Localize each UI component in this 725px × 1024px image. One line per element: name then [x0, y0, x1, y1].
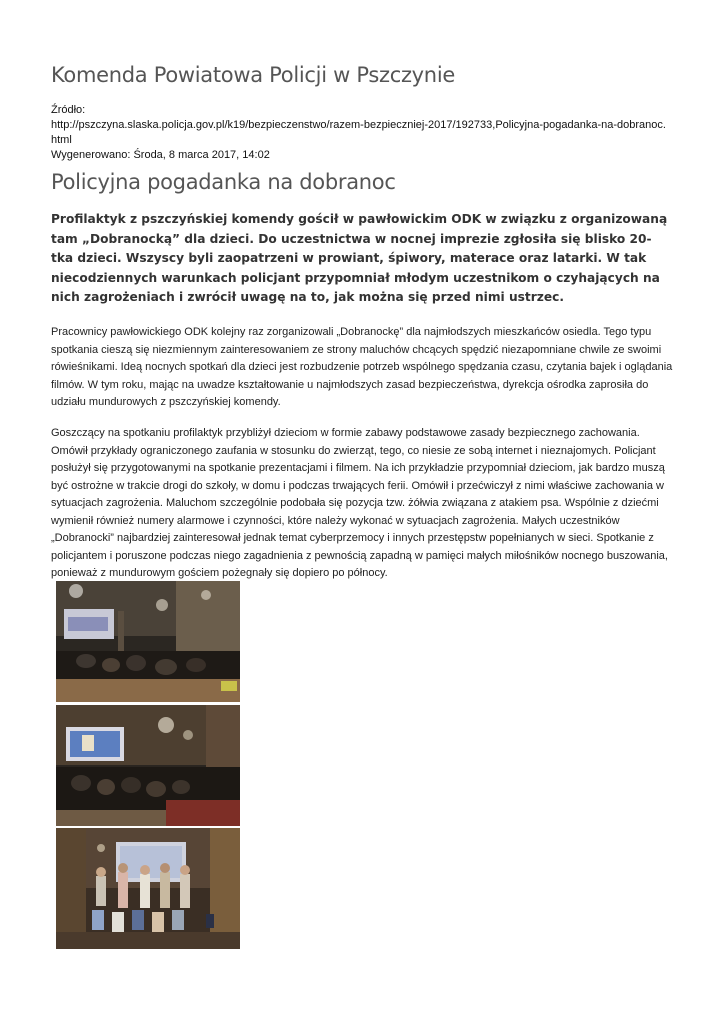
site-title: Komenda Powiatowa Policji w Pszczynie: [51, 63, 455, 87]
event-photo-1: [56, 581, 240, 702]
generated-date: Wygenerowano: Środa, 8 marca 2017, 14:02: [51, 149, 270, 161]
document-meta: [51, 103, 676, 163]
article-paragraph-2: Goszczący na spotkaniu profilaktyk przybliżył dzieciom w formie zabawy podstawowe zasady bezpiecznego zachowania. Omówił przykłady ograniczonego zaufania w stosunku do zwierząt, tego, co niesie ze sobą internet i nieznajomych. Policjant posłużył się przygotowanymi na spotkanie prezentacjami i filmem. Na ich przykładzie przypomniał dzieciom, jak bardzo muszą być ostrożne w trakcie drogi do szkoły, w domu i podczas trwających ferii. Omówił i przećwiczył z nimi właściwe zachowania w sytuacjach zagrożenia. Maluchom szczególnie podobała się pozycja tzw. żółwia związana z atakiem psa. Wspólnie z dziećmi wymienił również numery alarmowe i czynności, które należy wykonać w sytuacjach zagrożenia. Małych uczestników „Dobranocki” najbardziej zainteresował jednak temat cyberprzemocy i innych przestępstw popełnianych w sieci. Spotkanie z policjantem i poruszone podczas niego zagadnienia z pewnością zapadną w pamięci małych miłośników nocnego buszowania, ponieważ z mundurowym gościem pożegnały się dopiero po północy.: [51, 427, 668, 579]
article-paragraph-1: Pracownicy pawłowickiego ODK kolejny raz zorganizowali „Dobranockę” dla najmłodszych mieszkańców osiedla. Tego typu spotkania cieszą się niezmiennym zainteresowaniem ze strony maluchów chcących spędzić niezapomniane chwile ze swoimi rówieśnikami. Ideą nocnych spotkań dla dzieci jest rozbudzenie potrzeb wspólnego spędzania czasu, czytania bajek i oglądania filmów. W tym roku, mając na uwadze kształtowanie u najmłodszych zasad bezpieczeństwa, dyrekcja ośrodka zaprosiła do udziału mundurowych z pszczyńskiej komendy.: [51, 326, 673, 408]
article-lead: Profilaktyk z pszczyńskiej komendy gościł w pawłowickim ODK w związku z organizowaną tam „Dobranocką” dla dzieci. Do uczestnictwa w nocnej imprezie zgłosiła się blisko 20-tka dzieci. Wszyscy byli zaopatrzeni w prowiant, śpiwory, materace oraz latarki. W tak niecodziennych warunkach policjant przypomniał młodym uczestnikom o czyhających na nich zagrożeniach i zwrócił uwagę na to, jak można się przed nimi ustrzec.: [51, 212, 668, 305]
article-title: Policyjna pogadanka na dobranoc: [51, 170, 396, 194]
source-url-line-2[interactable]: html: [51, 134, 72, 146]
source-url-line-1[interactable]: http://pszczyna.slaska.policja.gov.pl/k19/bezpieczenstwo/razem-bezpieczniej-2017/192733,Policyjna-pogadanka-na-dobranoc.: [51, 119, 666, 131]
event-photo-3: [56, 828, 240, 949]
event-photo-2: [56, 705, 240, 826]
source-label: Źródło:: [51, 104, 86, 116]
